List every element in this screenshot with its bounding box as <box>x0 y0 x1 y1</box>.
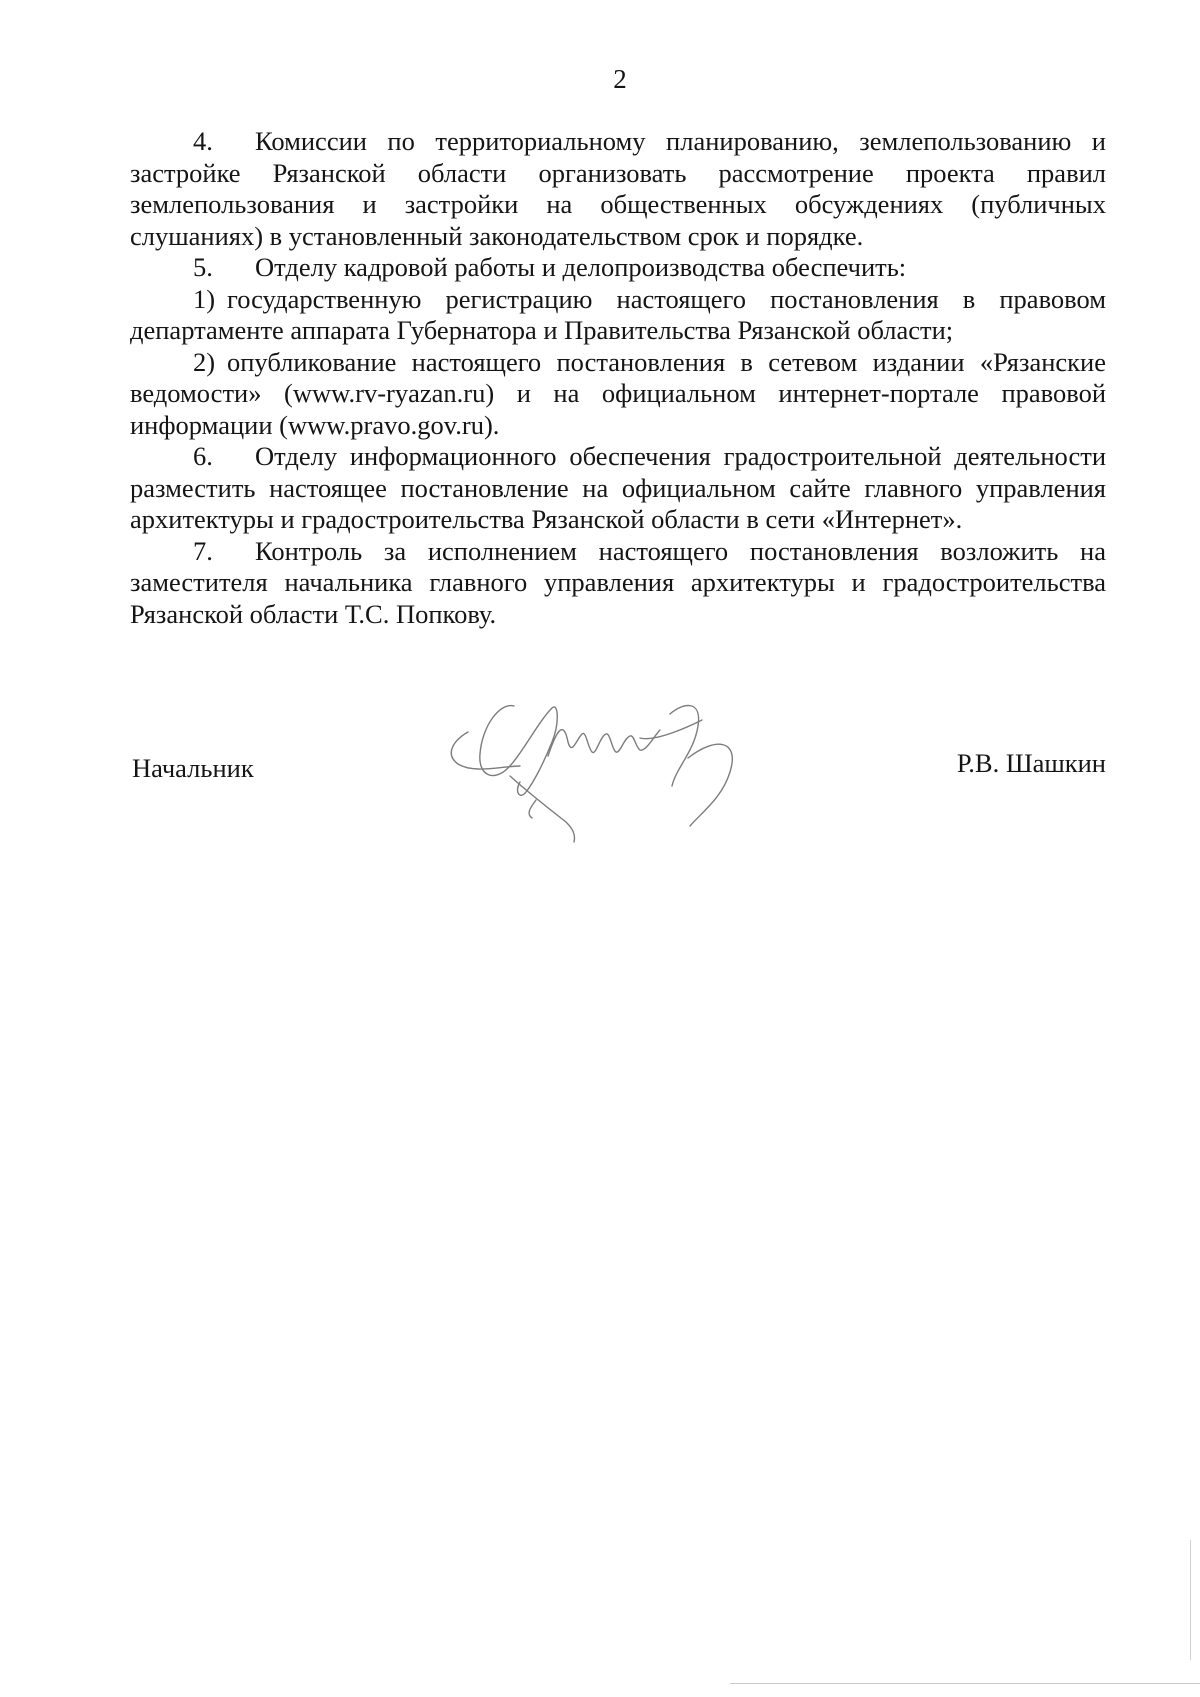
scan-artifact-edge <box>1190 1540 1191 1660</box>
scan-artifact-line <box>730 1683 1200 1684</box>
paragraph-4 <box>130 126 1106 252</box>
page-number: 2 <box>613 64 627 94</box>
subparagraph-1 <box>130 284 1106 347</box>
paragraph-text: Отделу информационного обеспечения градостроительной деятельности разместить настоящее постановление на официальном сайте главного управления архитектуры и градостроительства Рязанской области в сети «Интернет». <box>130 441 1106 534</box>
paragraph-text: опубликование настоящего постановления в сетевом издании «Рязанские ведомости» (www.rv-ryazan.ru) и на официальном интернет-портале правовой информации (www.pravo.gov.ru). <box>130 346 1106 440</box>
paragraph-number: 6. <box>193 441 213 471</box>
signatory-title: Начальник <box>132 753 254 783</box>
subparagraph-2 <box>130 347 1106 442</box>
paragraph-6 <box>130 441 1106 536</box>
document-body <box>130 126 1106 630</box>
paragraph-number: 4. <box>193 126 213 156</box>
paragraph-text: Отделу кадровой работы и делопроизводства обеспечить: <box>255 252 907 282</box>
paragraph-7 <box>130 536 1106 631</box>
paragraph-number: 5. <box>193 252 213 282</box>
paragraph-5 <box>130 252 1106 284</box>
paragraph-text: Комиссии по территориальному планированию, землепользованию и застройке Рязанской области организовать рассмотрение проекта правил землепользования и застройки на общественных обсуждениях (публичных слушаниях) в установленный законодательством срок и порядке. <box>130 126 1106 251</box>
paragraph-number: 7. <box>193 535 213 566</box>
handwritten-signature <box>440 696 800 856</box>
subparagraph-number: 2) <box>193 346 216 377</box>
paragraph-text: Контроль за исполнением настоящего постановления возложить на заместителя начальника главного управления архитектуры и градостроительства Рязанской области Т.С. Попкову. <box>130 535 1106 629</box>
subparagraph-number: 1) <box>193 283 216 314</box>
paragraph-text: государственную регистрацию настоящего постановления в правовом департаменте аппарата Губернатора и Правительства Рязанской области; <box>130 283 1106 345</box>
signatory-name: Р.В. Шашкин <box>956 748 1106 778</box>
